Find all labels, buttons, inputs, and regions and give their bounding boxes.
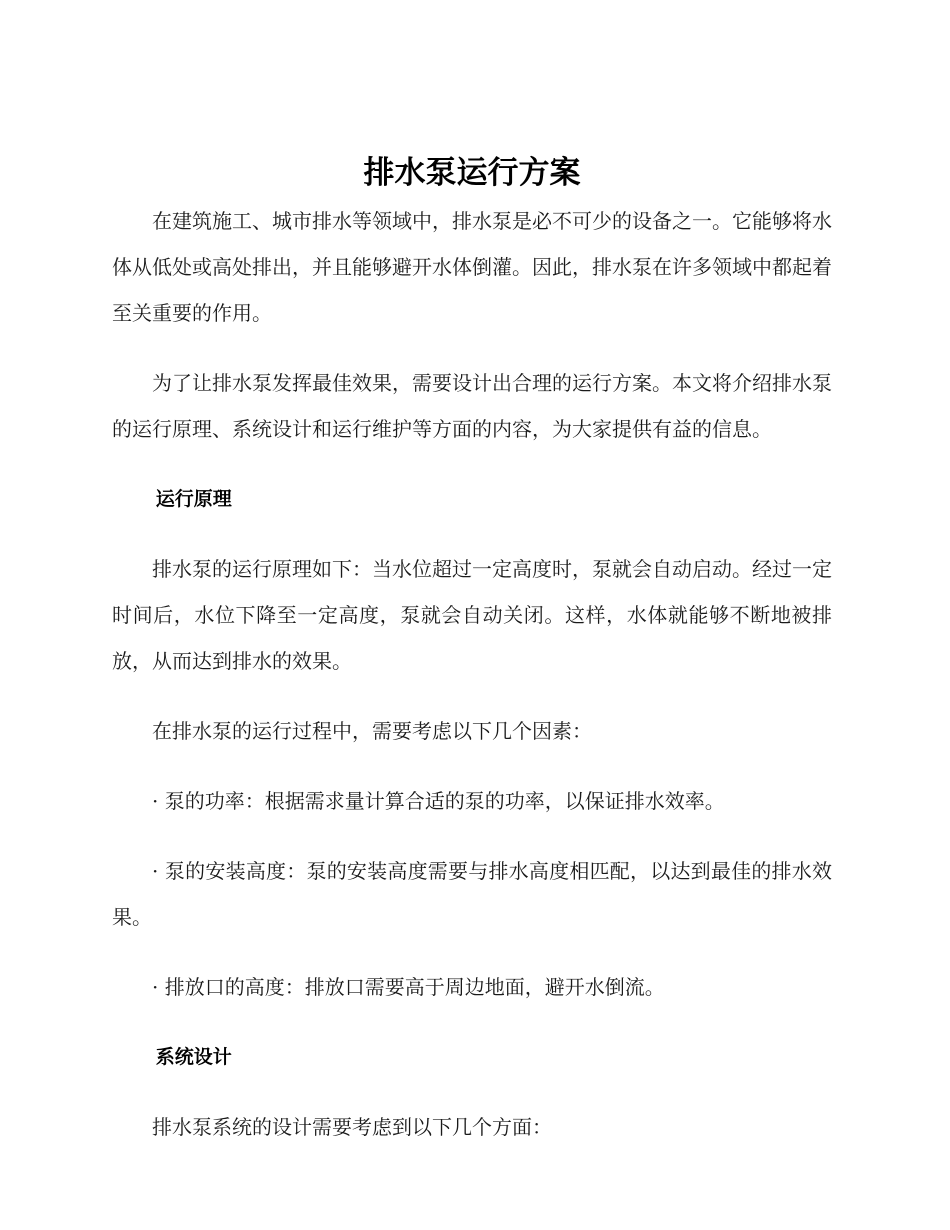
section-heading-operating-principle: 运行原理 xyxy=(155,488,232,510)
system-design-paragraph: 排水泵系统的设计需要考虑到以下几个方面： xyxy=(152,1115,552,1139)
document-page xyxy=(112,150,832,1174)
principle-paragraph: 排水泵的运行原理如下：当水位超过一定高度时，泵就会自动启动。经过一定时间后，水位下降至一定高度，泵就会自动关闭。这样，水体就能够不断地被排放，从而达到排水的效果。 xyxy=(112,557,832,673)
document-title: 排水泵运行方案 xyxy=(363,155,581,191)
factor-item-install-height: · 泵的安装高度：泵的安装高度需要与排水高度相匹配，以达到最佳的排水效果。 xyxy=(112,859,832,929)
factors-intro-paragraph: 在排水泵的运行过程中，需要考虑以下几个因素： xyxy=(152,719,592,743)
factor-item-outlet-height: · 排放口的高度：排放口需要高于周边地面，避开水倒流。 xyxy=(152,975,665,999)
factor-item-pump-power: · 泵的功率：根据需求量计算合适的泵的功率，以保证排水效率。 xyxy=(152,789,725,813)
section-heading-system-design: 系统设计 xyxy=(155,1046,232,1068)
intro-paragraph-2: 为了让排水泵发挥最佳效果，需要设计出合理的运行方案。本文将介绍排水泵的运行原理、系统设计和运行维护等方面的内容，为大家提供有益的信息。 xyxy=(112,371,832,441)
intro-paragraph-1: 在建筑施工、城市排水等领域中，排水泵是必不可少的设备之一。它能够将水体从低处或高处排出，并且能够避开水体倒灌。因此，排水泵在许多领域中都起着至关重要的作用。 xyxy=(112,209,832,325)
